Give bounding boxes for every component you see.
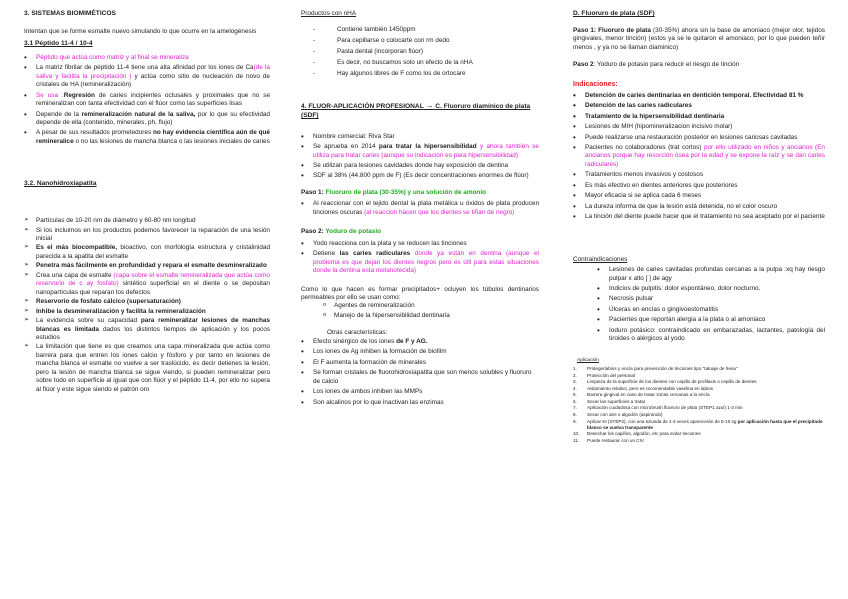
list-item: o Agentes de remineralización <box>323 302 539 310</box>
list-item: • Al reaccionar con el tejido dental la plata metálica u óxidos de plata producen tinciones oscuras (al reaccion hacen que los dientes se tiñan de negro) <box>301 200 539 217</box>
list-item: - Es decir, no buscamos solo un efecto de la nHA <box>301 59 539 67</box>
list-item: • Úlceras en encías o gingivoestomatitis <box>597 306 825 314</box>
list-item: 6. Secar las superficies a tratar <box>573 398 646 404</box>
list-item: ➢ Reservorio de fosfato cálcico (supersaturación) <box>24 298 270 306</box>
list-item: • Detiene las caries radiculares donde ya están en dentina (aunque el problema es que dejan los dientes negros pero es útil para estas situaciones donde la dentina esta melanotecida) <box>301 250 539 275</box>
list-item: • Se utilizan para lesiones cavidades donde hay exposición de dentina <box>301 162 539 170</box>
forma-list <box>323 302 539 320</box>
list-item: ➢ Crea una capa de esmalte (capa sobre el esmalte remineralizada que actúa como reservorio de c ay fosfato) sintético superficial en el diente o se depositan nanopartículas que reparan los defectos <box>24 272 270 297</box>
list-item: 8. Secar con aire o algodón (aspirando) <box>573 411 663 417</box>
d-paso1: Paso 1: Fluoruro de plata (30-35%) ahora sin la base de amoniaco (mejor olor, tejidos gingivales, menor tinción) (estos ya se le quitaron el amoniaco, por lo que pueden teñir menos , y ya no se llaman diaminico) <box>573 26 825 51</box>
list-item: • Los iones de Ag inhiben la formación de biofilm <box>301 348 539 356</box>
list-item: - Pasta dental (incorporan flúor) <box>301 48 539 56</box>
list-item: • Pacientes no colaboradores (trat cortos) por ello utilizado en niños y ancianos (En ancianos porque hay resorción ósea por la edad y se expone la raíz y se dan caries radiculares) <box>573 144 825 169</box>
list-item: 5. Barrera gingival en caso de tratar zonas cercanas a la encía <box>573 392 710 398</box>
list-item: • Se usa :Regresión de caries incipientes octusales y proximales que no se remineralizan con tanta efectividad con el flúor como las superficies lisas <box>24 92 270 109</box>
list-item: • A pesar de sus resultados prometedores no hay evidencia científica aún de qué remineralice o no las lesiones de mancha blanca o las lesiones iniciales de caries <box>24 129 270 146</box>
aplicacion-list <box>573 366 825 444</box>
list-item: ➢ Partículas de 10-20 nm de diámetro y 60-80 nm longitud <box>24 217 270 225</box>
section-d-title: D. Fluoruro de plata (SDF) <box>573 10 655 17</box>
list-item: ➢ La limitación que tiene es que creamos una capa mineralizada que actúa como barrera para que entren los iones calcio y fósforo y por tanto en lesiones de mancha blanca el esmalte no vuelve a ser traslúcido, es decir detienes la lesión, pero la lesión de mancha blanca se sigue viendo, si pueden remineralizar pero sobre todo en superficie al igual que con flúor y el péptido 11-4, por ello no supera al flúor y este sigue siendo el patrón oro <box>24 343 270 394</box>
list-item: • Nombre comercial: Riva Star <box>301 133 539 141</box>
sdf-list <box>301 133 539 181</box>
nha-list <box>24 217 270 394</box>
products-list <box>301 26 539 78</box>
list-item: • La dureza informa de que la lesión está detenida, no el color oscuro <box>573 203 825 211</box>
otras-list <box>301 338 539 407</box>
list-item: • Detención de las caries radiculares <box>573 102 825 110</box>
list-item: • Depende de la remineralización natural de la saliva, por lo que su efectividad depende de ella (contenido, minerales, ph, flujo) <box>24 111 270 128</box>
column-right <box>573 10 825 444</box>
list-item: ➢ Penetra más fácilmente en profundidad y repara el esmalte desmineralizado <box>24 262 270 270</box>
list-item: ➢ Inhibe la desmineralización y facilita la remineralización <box>24 308 270 316</box>
list-item: 1. Protegerlabios y encía para prevención de tinciones tipo "tatuaje de hena" <box>573 366 738 372</box>
indicaciones-list <box>573 92 825 222</box>
list-item: 4. Aislamiento relativo, pero es recomendable vaselina en labios <box>573 385 713 391</box>
column-middle <box>301 10 539 409</box>
otras-heading: Otras características: <box>327 329 388 337</box>
list-item: • Mayor eficacia si se aplica cada 6 meses <box>573 192 825 200</box>
aplicacion-title: Aplicación <box>577 357 599 363</box>
contraindicaciones-title: Contraindicaciones <box>573 255 628 263</box>
paso1-heading: Paso 1: Fluoruro de plata (30-35%) y una solución de amonio <box>301 188 487 196</box>
forma-text: Como lo que hacen es formar precipitados+ ocluyen los túbulos dentinarios permeables por ello se usan como: <box>301 285 539 301</box>
list-item: 9. Aplicar KI (STEP2), con una torunda de 1-3 veces aparecerán de 5-10 sg por aplicación hasta que el precipitado blanco se vuelva transparente <box>573 418 823 430</box>
list-item: - Hay algunos libres de F como los de ortocare <box>301 70 539 78</box>
list-item: • Necrosis pulsar <box>597 295 825 303</box>
d-paso2: Paso 2: Yoduro de potasio para reducir el riesgo de tinción <box>573 61 740 69</box>
list-item: • Se forman cristales de fluorohidroxiapatita que son menos solubles y fluoruro de calcio <box>301 369 539 386</box>
subsection-title-peptido: 3.1 Péptido 11-4 / 10-4 <box>24 40 93 48</box>
paso2-list <box>301 240 539 276</box>
indicaciones-title: Indicaciones: <box>573 80 618 88</box>
list-item: • Péptido que actúa como matriz y al final se mineraliza <box>24 54 270 62</box>
arrow-right-icon: → <box>425 101 434 111</box>
list-item: • Indicios de pulpitis: dolor espontáneo, dolor nocturno. <box>597 285 825 293</box>
contraindicaciones-list <box>597 266 825 344</box>
list-item: • Efecto sinérgico de los iones de F y AG. <box>301 338 539 346</box>
peptido-list <box>24 54 270 147</box>
list-item: • Lesiones de MIH (hipomineralizacion incisivo molar) <box>573 123 825 131</box>
intro-text: Intentan que se forme esmalte nuevo simulando lo que ocurre en la amelogénesis <box>24 27 257 35</box>
paso2-heading: Paso 2: Yoduro de potasio <box>301 228 382 236</box>
list-item: • Detención de caries dentinarias en dentición temporal. Efectividad 81 % <box>573 92 825 100</box>
section4-title: 4. FLUOR-APLICACIÓN PROFESIONAL → C. Fluoruro diamínico de plata (SDF) <box>301 101 531 119</box>
list-item: 3. Limpieza de la superficie de los dientes con cepillo de profilaxis o cepillo de dientes <box>573 379 757 385</box>
column-left <box>24 10 270 395</box>
list-item: • La matriz fibrilar de péptido 11-4 tiene una alta afinidad por los iones de Ca(de la saliva y facilita la precipitación ) y actúa como sitio de nucleación de novo de cristales de HA (remineralización) <box>24 64 270 89</box>
paso1-list <box>301 200 539 217</box>
list-item: • Ioduro potásico: contraindicado en embarazadas, lactantes, patología del tiroides o alérgicos al yodo <box>597 327 825 344</box>
list-item: • Pacientes que reportan alergia a la plata o al amoniaco <box>597 316 825 324</box>
list-item: • La tinción del diente puede hacer que el tratamiento no sea aceptado por el paciente <box>573 213 825 221</box>
list-item: ➢ Es el más biocompatible, bioactivo, con morfología estructura y cristalinidad parecida a la apatita del esmalte <box>24 244 270 261</box>
list-item: 11. Puede restaurar con un CIV <box>573 437 644 443</box>
section-title: 3. SISTEMAS BIOMIMÉTICOS <box>24 10 116 17</box>
list-item: 10. Desechar los capilíos, algodón, etc para evitar tinciones <box>573 431 701 437</box>
list-item: • Es más efectivo en dientes anteriores que posteriores <box>573 182 825 190</box>
list-item: ➢ Si los incluimos en los productos podemos favorecer la reparación de una lesión inicial <box>24 227 270 244</box>
list-item: - Contiene también 1450ppm <box>301 26 539 34</box>
list-item: • SDF al 38% (44.800 ppm de F) (Es decir concentraciones enormes de flúor) <box>301 172 539 180</box>
list-item: • Se aprueba en 2014 para tratar la hipersensibilidad y ahora también se utiliza para tratar caries (aunque su indicación es para hipersensibilidad) <box>301 143 539 160</box>
list-item: • Tratamiento de la hipersensibilidad dentinaria <box>573 113 825 121</box>
list-item: • Son alcalinos por lo que inactivan las enzimas <box>301 399 539 407</box>
list-item: o Manejo de la hipersensibilidad dentinaria <box>323 312 539 320</box>
list-item: • Tratamientos menos invasivos y costosos <box>573 171 825 179</box>
list-item: 2. Protección del personal <box>573 372 636 378</box>
list-item: ➢ La evidencia sobre su capacidad para remineralizar lesiones de manchas blancas es limitada dados los distintos tiempos de aplicación y los pocos estudios <box>24 317 270 342</box>
list-item: • Lesiones de caries cavitadas profundas cercanas a la pulpa :xq hay riesgo pulpar x alto [ ] de agy <box>597 266 825 283</box>
list-item: • El F aumenta la formación de minerales <box>301 359 539 367</box>
list-item: • Los iones de ambos inhiben las MMPs <box>301 388 539 396</box>
list-item: - Para cepillarse o colocarte con rm dedo <box>301 37 539 45</box>
products-title: Productos con nHA <box>301 10 357 17</box>
list-item: 7. Aplicación cuidadosa con microbrush fluoruro de plata (STEP1 azul) 1-3 min <box>573 405 743 411</box>
list-item: • Puede realizarse una restauración posterior en lesiones cariosas cavitadas <box>573 134 825 142</box>
list-item: • Yodo reacciona con la plata y se reducen las tinciones <box>301 240 539 248</box>
subsection-title-nha: 3.2. Nanohidroxiapatita <box>24 180 97 188</box>
